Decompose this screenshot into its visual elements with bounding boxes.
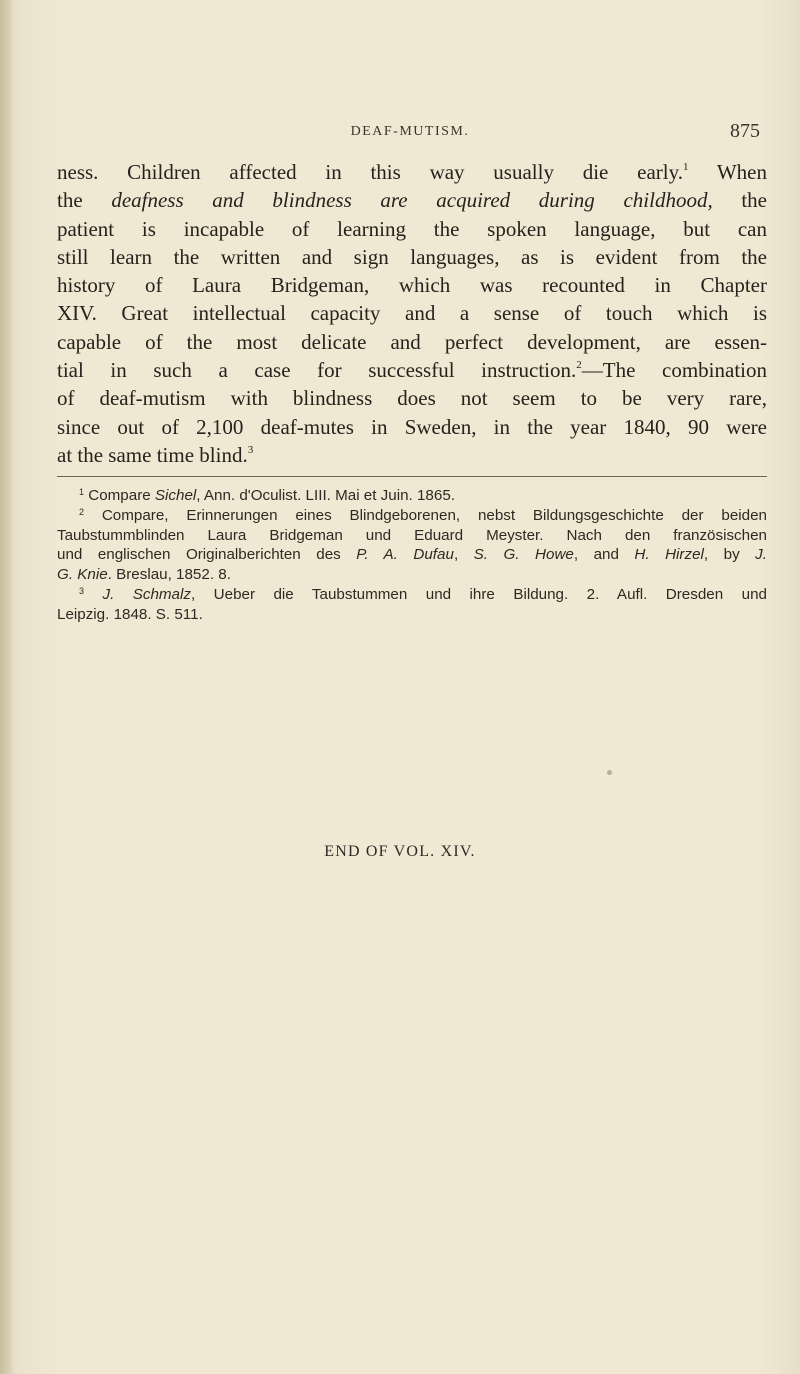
text-run: , [453,546,474,564]
text-run: , and [573,546,635,564]
footnote-number: 1 [79,487,85,497]
running-title: DEAF-MUTISM. [350,124,470,139]
text-run: , Ueber die Taubstummen und ihre Bildung. 2. Aufl. Dresden und [190,585,767,603]
footnote-ref-2: 2 [576,359,582,372]
footnote-2-line [57,545,767,565]
footnote-number: 2 [79,506,85,517]
text-run: . Breslau, 1852. 8. [107,566,231,584]
italic-name: P. A. Dufau [356,546,454,564]
italic-name: J. [755,546,767,564]
italic-emphasis: deafness and blindness are acquired during childhood, [111,188,713,213]
running-head [60,120,760,144]
body-line: still learn the written and sign languages, as is evident from the [57,244,767,269]
text-run: the [57,188,112,213]
footnote-2-line [57,565,767,585]
body-line: since out of 2,100 deaf-mutes in Sweden, in the year 1840, 90 were [57,414,767,439]
page-number: 875 [730,120,760,142]
footnote-number: 3 [79,585,85,596]
text-run: at the same time blind. [57,442,248,467]
footnotes [57,486,767,625]
text-run: When [688,160,767,184]
body-line: capable of the most delicate and perfect development, are essen- [57,329,767,354]
body-line: XIV. Great intellectual capacity and a sense of touch which is [57,301,767,326]
footnote-1 [57,486,767,506]
italic-name: G. Knie [57,566,108,584]
end-of-volume: END OF VOL. XIV. [324,843,476,860]
text-run: Compare, Erinnerungen eines Blindgeborenen, nebst Bildungsgeschichte der beiden [84,506,767,524]
italic-name: S. G. Howe [473,546,574,564]
footnote-2 [57,506,767,526]
page-binding-shadow [0,0,14,1374]
text-run: Compare [84,487,155,504]
italic-name: J. Schmalz [102,585,191,603]
text-run: the [712,188,768,213]
text-run: , Ann. d'Oculist. LIII. Mai et Juin. 1865. [196,487,455,504]
text-run: , by [703,546,756,564]
text-run: —The combination [581,358,767,383]
text-run: ness. Children affected in this way usually die early. [57,160,683,184]
text-run: tial in such a case for successful instruction. [57,358,577,383]
italic-name: H. Hirzel [634,546,704,564]
body-line: history of Laura Bridgeman, which was recounted in Chapter [57,273,767,298]
italic-name: Sichel [154,487,197,504]
body-line [57,158,767,186]
body-line [57,441,767,469]
footnote-3 [57,585,767,605]
body-line: of deaf-mutism with blindness does not seem to be very rare, [57,386,767,411]
text-run [84,586,102,603]
body-line: patient is incapable of learning the spoken language, but can [57,216,767,241]
paper-speck [607,770,612,775]
body-line [57,356,767,384]
footnote-2-line: Taubstummblinden Laura Bridgeman und Eduard Meyster. Nach den französischen [57,526,767,544]
footnote-ref-1: 1 [682,161,689,173]
body-line [57,186,767,214]
body-paragraph [57,158,767,469]
footnote-rule [57,476,767,477]
footnote-3-line: Leipzig. 1848. S. 511. [57,605,203,623]
footnote-ref-3: 3 [247,443,254,456]
text-run: und englischen Originalberichten des [57,546,357,564]
